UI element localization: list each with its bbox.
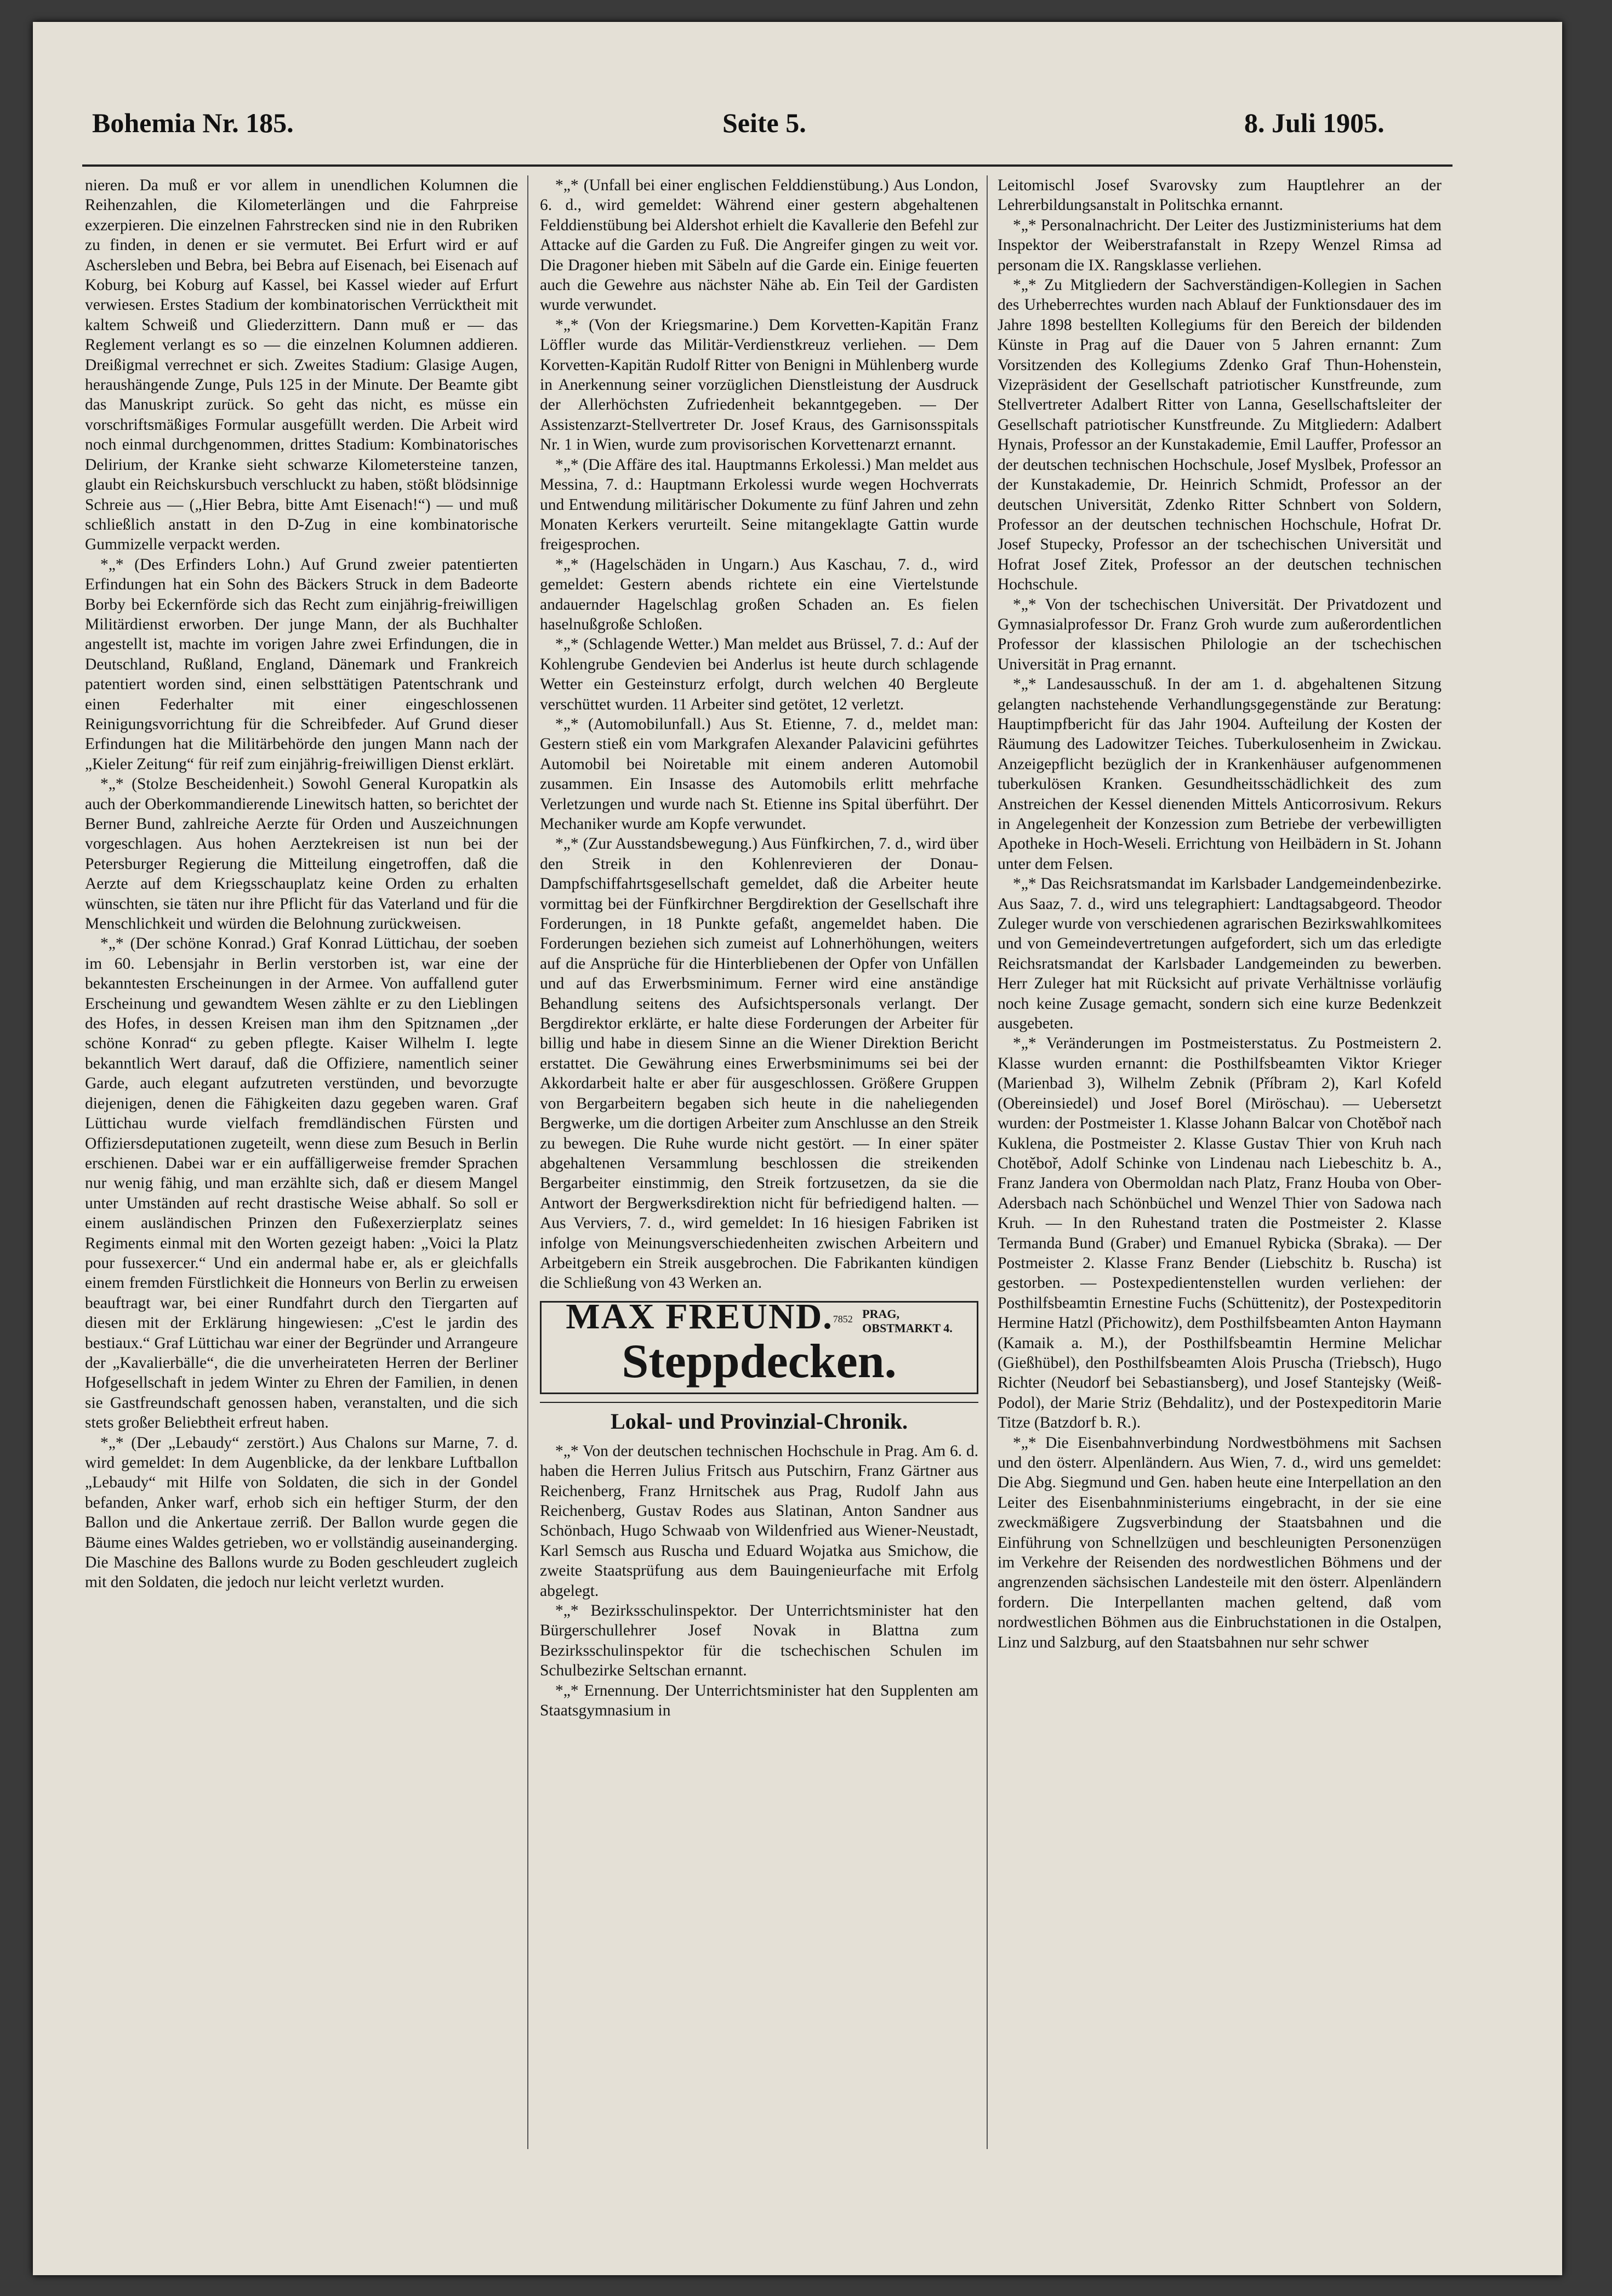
article-sachverstaendigen-kollegien: *„* Zu Mitgliedern der Sachverständigen-Kollegien in Sachen des Urheberrechtes wurden nach Ablauf der Funktionsdauer des im Jahre 1898 bestellten Kollegiums für den Bereich der bildenden Künste in Prag auf die Dauer von 5 Jahren ernannt: Zum Vorsitzenden des Kollegiums Zdenko Graf Thun-Hohenstein, Vizepräsident der Gesellschaft patriotischer Kunstfreunde, zum Stellvertreter Adalbert Ritter von Lanna, Gesellschaftsleiter der Gesellschaft patriotischer Kunstfreunde. Zu Mitgliedern: Adalbert Hynais, Professor an der Kunstakademie, Emil Lauffer, Professor an der deutschen technischen Hochschule, Josef Myslbek, Professor an der Kunstakademie, Dr. Heinrich Schmidt, Professor an der deutschen Universität, Zdenko Ritter Schnbert von Soldern, Professor an der deutschen technischen Hochschule, Hofrat Dr. Josef Stupecky, Professor an der tschechischen Universität und Hofrat Josef Zitek, Professor an der deutschen technischen Hochschule. — [998, 276, 1442, 594]
article-bezirksschulinspektor: *„* Bezirksschulinspektor. Der Unterrichtsminister hat den Bürgerschullehrer Josef Novak in Blattna zum Bezirksschulinspektor für die tschechischen Schulen im Schulbezirke Seltschan ernannt. — [540, 1602, 978, 1680]
article-stolze-bescheidenheit: *„* (Stolze Bescheidenheit.) Sowohl General Kuropatkin als auch der Oberkommandierende Linewitsch hatten, so berichtet der Berner Bund, zahlreiche Aerzte für Orden und Auszeichnungen vorgeschlagen. Aus hohen Aerztekreisen ist nun bei der Petersburger Regierung die Mitteilung eingetroffen, daß die Aerzte auf dem Kriegsschauplatz keine Orden zu erhalten wünschten, sie täten nur ihre Pflicht für das Vaterland und für die Menschlichkeit und würden die Belohnung zurückweisen. — [85, 775, 518, 933]
article-landesausschuss: *„* Landesausschuß. In der am 1. d. abgehaltenen Sitzung gelangten nachstehende Verhandlungsgegenstände zur Beratung: Hauptimpfbericht für das Jahr 1904. Aufteilung der Kosten der Räumung des Ladowitzer Teiches. Tuberkulosenheim in Zwickau. Anzeigepflicht bezüglich der in Krankenhäuser aufgenommenen tuberkulösen Kranken. Gesundheitsschädlichkeit des zum Anstreichen der Kessel dienenden Mittels Anticorrosivum. Rekurs in Angelegenheit der Konzession zum Betriebe der verbewilligten Apotheke in Hoch-Weseli. Errichtung von Heilbädern in St. Johann unter dem Felsen. — [998, 675, 1442, 873]
article-postmeisterstatus: *„* Veränderungen im Postmeisterstatus. Zu Postmeistern 2. Klasse wurden ernannt: die Posthilfsbeamten Viktor Krieger (Marienbad 3), Wilhelm Zebnik (Příbram 2), Karl Kofeld (Obereinsiedel) und Josef Borel (Miröschau). — Uebersetzt wurden: der Postmeister 1. Klasse Johann Balcar von Chotěboř nach Kuklena, die Postmeister 2. Klasse Gustav Thier von Kruh nach Chotěboř, Adolf Schinke von Lindenau nach Liebeschitz b. A., Franz Jandera von Obermoldan nach Platz, Franz Houba von Ober-Adersbach nach Schönbüchel und Wenzel Thier von Sadowa nach Kruh. — In den Ruhestand traten die Postmeister 2. Klasse Termanda Bund (Graber) und Emanuel Rybicka (Sbraka). — Der Postmeister 2. Klasse Franz Bender (Liebschitz b. Ruscha) ist gestorben. — Postexpedientenstellen wurden verliehen: der Posthilfsbeamtin Ernestine Fuchs (Schüttenitz), der Postexpeditorin Hermine Hatzl (Přichowitz), dem Posthilfsbeamten Anton Haymann (Kamaik a. M.), der Posthilfsbeamtin Hermine Melichar (Gießhübel), den Posthilfsbeamten Alois Pruscha (Triebsch), Hugo Richter (Neudorf bei Sebastiansberg), und Josef Stantejsky (Weiß-Podol), der Marie Striz (Behdalitz), und der Postexpeditorin Marie Titze (Batzdorf b. R.). — [998, 1035, 1442, 1432]
ad-address — [862, 1307, 953, 1335]
section-title: Lokal- und Provinzial-Chronik. — [540, 1402, 978, 1438]
page-header — [82, 107, 1452, 151]
article-ausstandsbewegung: *„* (Zur Ausstandsbewegung.) Aus Fünfkirchen, 7. d., wird über den Streik in den Kohlenrevieren der Donau-Dampfschiffahrtsgesellschaft gemeldet, daß die Arbeiter heute vormittag bei der Fünfkirchner Bergdirektion der Gesellschaft ihre Forderungen, in 18 Punkte gefaßt, angemeldet haben. Die Forderungen beziehen sich zumeist auf Lohnerhöhungen, weiters auf die Ansprüche für die Hinterbliebenen der Opfer von Unfällen und auf das Erwerbsminimum. Ferner wird eine anständige Behandlung seitens des Aufsichtspersonals verlangt. Der Bergdirektor erklärte, er halte diese Forderungen der Arbeiter für billig und habe in diesem Sinne an die Wiener Direktion Bericht erstattet. Die Gewährung eines Erwerbsminimums sei bei der Akkordarbeit halte er aber für ausgeschlossen. Größere Gruppen von Bergarbeitern begaben sich heute in die naheliegenden Bergwerke, um die dortigen Arbeiter zum Anschlusse an den Streik zu bewegen. Die Ruhe wurde nicht gestört. — In einer später abgehaltenen Versammlung beschlossen die streikenden Bergarbeiter einstimmig, den Streik fortzusetzen, da sie die Antwort der Bergwerksdirektion nicht für befriedigend halten. — Aus Verviers, 7. d., wird gemeldet: In 16 hiesigen Fabriken ist infolge von Meinungsverschiedenheiten zwischen Arbeitern und Arbeitgebern ein Streik ausgebrochen. Die Fabrikanten kündigen die Schließung von 43 Werken an. — [540, 835, 978, 1292]
article-eisenbahnverbindung: *„* Die Eisenbahnverbindung Nordwestböhmens mit Sachsen und den österr. Alpenländern. Aus Wien, 7. d., wird uns gemeldet: Die Abg. Siegmund und Gen. haben heute eine Interpellation an den Leiter des Eisenbahnministeriums eingebracht, in der sie eine zweckmäßigere Zugsverbindung der Staatsbahnen und die Einführung von Schnellzügen und beschleunigten Personenzügen im Verkehre der Reisenden des nordwestlichen Böhmens und der angrenzenden sächsischen Landesteile mit den österr. Alpenländern fordern. Die Interpellanten machen geltend, daß vom nordwestlichen Böhmen aus die Einbruchstationen in die Ostalpen, Linz und Salzburg, auf den Staatsbahnen nur sehr schwer — [998, 1434, 1442, 1651]
column-2 — [540, 175, 978, 2204]
column-3 — [998, 175, 1442, 2204]
article-hagelschaeden: *„* (Hagelschäden in Ungarn.) Aus Kaschau, 7. d., wird gemeldet: Gestern abends richtete ein eine Viertelstunde andauernder Hagelschlag großen Schaden an. Es fielen haselnußgroße Schloßen. — [540, 555, 978, 633]
header-date: 8. Juli 1905. — [1244, 107, 1385, 138]
article-tschechische-universitaet: *„* Von der tschechischen Universität. Der Privatdozent und Gymnasialprofessor Dr. Franz Groh wurde zum außerordentlichen Professor der klassischen Philologie an der tschechischen Universität in Prag ernannt. — [998, 595, 1442, 673]
article-unfall-felddienstuebung: *„* (Unfall bei einer englischen Felddienstübung.) Aus London, 6. d., wird gemeldet: Während einer gestern abgehaltenen Felddienstübung bei Aldershot erhielt die Kavallerie den Befehl zur Attacke auf die Garden zu Fuß. Die Angreifer gingen zu weit vor. Die Dragoner hieben mit Säbeln auf die Garde ein. Einige feuerten auch die Gewehre aus nächster Nähe ab. Ein Teil der Gardisten wurde verwundet. — [540, 177, 978, 314]
header-rule — [82, 164, 1452, 167]
column-separator-2 — [987, 175, 988, 2149]
column-1 — [85, 175, 518, 2204]
article-ernennung-continuation: Leitomischl Josef Svarovsky zum Hauptlehrer an der Lehrerbildungsanstalt in Politschka ernannt. — [998, 177, 1442, 214]
header-publication: Bohemia Nr. 185. — [92, 107, 294, 138]
article-ernennung: *„* Ernennung. Der Unterrichtsminister hat den Supplenten am Staatsgymnasium in — [540, 1681, 978, 1720]
article-reichsratsmandat: *„* Das Reichsratsmandat im Karlsbader Landgemeindenbezirke. Aus Saaz, 7. d., wird uns telegraphiert: Landtagsabgeord. Theodor Zuleger wurde von verschiedenen agrarischen Bezirkswahlkomitees und von Gemeindevertretungen aufgefordert, sich um das erledigte Reichsratsmandat der Karlsbader Landgemeinden zu bewerben. Herr Zuleger hat mit Rücksicht auf private Verhältnisse vorläufig noch keine Zusage gemacht, sondern sich eine kurze Bedenkzeit ausgebeten. — [998, 875, 1442, 1033]
article-schoene-konrad: *„* (Der schöne Konrad.) Graf Konrad Lüttichau, der soeben im 60. Lebensjahr in Berlin verstorben ist, war eine der bekanntesten Erscheinungen in der Armee. Von auffallend guter Erscheinung und gewandtem Wesen zählte er zu den Lieblingen des Hofes, in dessen Kreisen man ihm den Spitznamen „der schöne Konrad“ zu geben pflegte. Kaiser Wilhelm I. legte bekanntlich Wert darauf, daß die Offiziere, namentlich seiner Garde, auch elegant aufzutreten verstünden, und bevorzugte diejenigen, denen die Fähigkeiten dazu gegeben waren. Graf Lüttichau wurde vielfach fremdländischen Fürsten und Offiziersdeputationen zugeteilt, wenn diese zum Besuch in Berlin erschienen. Dabei war er ein auffälligerweise fremder Sprachen nur wenig fähig, und man erzählte sich, daß er diesem Mangel unter Umständen auf recht drastische Weise abhalf. So soll er einem ausländischen Prinzen den Fußexerzierplatz seines Regiments einmal mit den Worten gezeigt haben: „Voici la Platz pour fussexercer.“ Und ein andermal habe er, als er gleichfalls einem fremden Fürstlichkeit die Honneurs von Berlin zu erweisen beauftragt war, bei einer Rundfahrt durch den Tiergarten auf diesen mit der Erklärung hingewiesen: „C'est le jardin des bestiaux.“ Graf Lüttichau war einer der Begründer und Arrangeure der „Kavalierbälle“, die die unverheirateten Herren der Berliner Hofgesellschaft in jedem Winter zu Ehren der Familien, in denen sie Gastfreundschaft genossen haben, veranstalten, und die sich stets großer Beliebtheit erfreut haben. — [85, 935, 518, 1432]
header-page-number: Seite 5. — [722, 107, 806, 138]
ad-number: 7852 — [833, 1313, 853, 1325]
article-technische-hochschule: *„* Von der deutschen technischen Hochschule in Prag. Am 6. d. haben die Herren Julius Fritsch aus Putschirn, Franz Gärtner aus Reichenberg, Franz Hrnitschek aus Prag, Rudolf Jahn aus Reichenberg, Gustav Rodes aus Slatinan, Anton Sandner aus Schönbach, Hugo Schwaab von Wildenfried aus Wiener-Neustadt, Karl Semsch aus Ruscha und Eduard Wojatka aus Smichow, die zweite Staatsprüfung aus dem Bauingenieurfache mit Erfolg abgelegt. — [540, 1442, 978, 1600]
ad-address-line2: OBSTMARKT 4. — [862, 1321, 953, 1335]
column-separator-1 — [527, 175, 528, 2149]
article-affaere-erkolessi: *„* (Die Affäre des ital. Hauptmanns Erkolessi.) Man meldet aus Messina, 7. d.: Hauptmann Erkolessi wurde wegen Hochverrats und Entwendung militärischer Dokumente zu fünf Jahren und zehn Monaten Kerkers verurteilt. Seine mitangeklagte Gattin wurde freigesprochen. — [540, 456, 978, 554]
article-kriegsmarine: *„* (Von der Kriegsmarine.) Dem Korvetten-Kapitän Franz Löffler wurde das Militär-Verdienstkreuz verliehen. — Dem Korvetten-Kapitän Rudolf Ritter von Benigni in Mühlenberg wurde in Anerkennung seiner vorzüglichen Dienstleistung der Ausdruck der Allerhöchsten Zufriedenheit bekanntgegeben. — Der Assistenzarzt-Stellvertreter Dr. Josef Kraus, des Garnisonsspitals Nr. 1 in Wien, wurde zum provisorischen Korvettenarzt ernannt. — [540, 316, 978, 454]
article-lebaudy: *„* (Der „Lebaudy“ zerstört.) Aus Chalons sur Marne, 7. d. wird gemeldet: In dem Augenblicke, da der lenkbare Luftballon „Lebaudy“ mit Hilfe von Soldaten, die sich in der Gondel befanden, Anker warf, erhob sich ein heftiger Sturm, der den Ballon und die Ankertaue zerriß. Der Ballon wurde gegen die Bäume eines Waldes getrieben, wo er vollständig auseinanderging. Die Maschine des Ballons wurde zu Boden geschleudert zugleich mit den Soldaten, die jedoch nur leicht verletzt wurden. — [85, 1434, 518, 1592]
ad-address-line1: PRAG, — [862, 1306, 899, 1321]
article-continuation: nieren. Da muß er vor allem in unendlichen Kolumnen die Reihenzahlen, die Kilometerlängen und die Fahrpreise exzerpieren. Die einzelnen Fahrstrecken sind nie in den Rubriken zu finden, in denen er sie vermutet. Bei Erfurt wird er auf Aschersleben und Bebra, bei Bebra auf Eisenach, bei Eisenach auf Koburg, bei Koburg auf Kassel, bei Kassel wieder auf Erfurt verwiesen. Erstes Stadium der kombinatorischen Verrücktheit mit kaltem Schweiß und Gliederzittern. Dann muß er — das Reglement verlangt es so — die einzelnen Kolumnen addieren. Dreißigmal verrechnet er sich. Zweites Stadium: Glasige Augen, heraushängende Zunge, Puls 125 in der Minute. Der Beamte gibt das Manuskript zurück. So geht das nicht, es müsse ein vorschriftsmäßiges Formular ausgefüllt werden. Die Arbeit wird noch einmal durchgenommen, drittes Stadium: Kombinatorisches Delirium, der Kranke sieht schwarze Kilometersteine tanzen, glaubt ein Reichskursbuch verschluckt zu haben, stößt blödsinnige Schreie aus — („Hier Bebra, bitte Amt Eisenach!“) — und muß schließlich anstatt in den D-Zug in eine kombinatorische Gummizelle verpackt werden. — [85, 177, 518, 554]
article-erfinders-lohn: *„* (Des Erfinders Lohn.) Auf Grund zweier patentierten Erfindungen hat ein Sohn des Bäckers Struck in dem Badeorte Borby bei Eckernförde sich das Recht zum einjährig-freiwilligen Militärdienst erworben. Der junge Mann, der als Buchhalter angestellt ist, machte im vorigen Jahre zwei Erfindungen, die in Deutschland, Rußland, England, Dänemark und Frankreich patentiert worden sind, einen selbsttätigen Patentschrank und einen Federhalter mit einer eingeschlossenen Reinigungsvorrichtung für die Schreibfeder. Auf Grund dieser Erfindungen hat die Militärbehörde den jungen Mann nach der „Kieler Zeitung“ für reif zum einjährig-freiwilligen Dienst erklärt. — [85, 555, 518, 773]
ad-product: Steppdecken. — [622, 1334, 897, 1388]
ad-company-name: MAX FREUND. — [566, 1296, 833, 1337]
article-schlagende-wetter: *„* (Schlagende Wetter.) Man meldet aus Brüssel, 7. d.: Auf der Kohlengrube Gendevien bei Anderlus ist heute durch schlagende Wetter ein Gesteinsturz erfolgt, durch welchen 40 Bergleute verschüttet wurden. 11 Arbeiter sind getötet, 12 verletzt. — [540, 635, 978, 713]
article-personalnachricht: *„* Personalnachricht. Der Leiter des Justizministeriums hat dem Inspektor der Weiberstrafanstalt in Rzepy Wenzel Rimsa ad personam die IX. Rangsklasse verliehen. — [998, 216, 1442, 274]
article-automobilunfall: *„* (Automobilunfall.) Aus St. Etienne, 7. d., meldet man: Gestern stieß ein vom Markgrafen Alexander Palavicini geführtes Automobil bei Noiretable mit einem anderen Automobil zusammen. Ein Insasse des Automobils erlitt mehrfache Verletzungen und wurde nach St. Etienne ins Spital überführt. Der Mechaniker wurde am Kopfe verwundet. — [540, 715, 978, 833]
advertisement-max-freund — [540, 1296, 978, 1394]
